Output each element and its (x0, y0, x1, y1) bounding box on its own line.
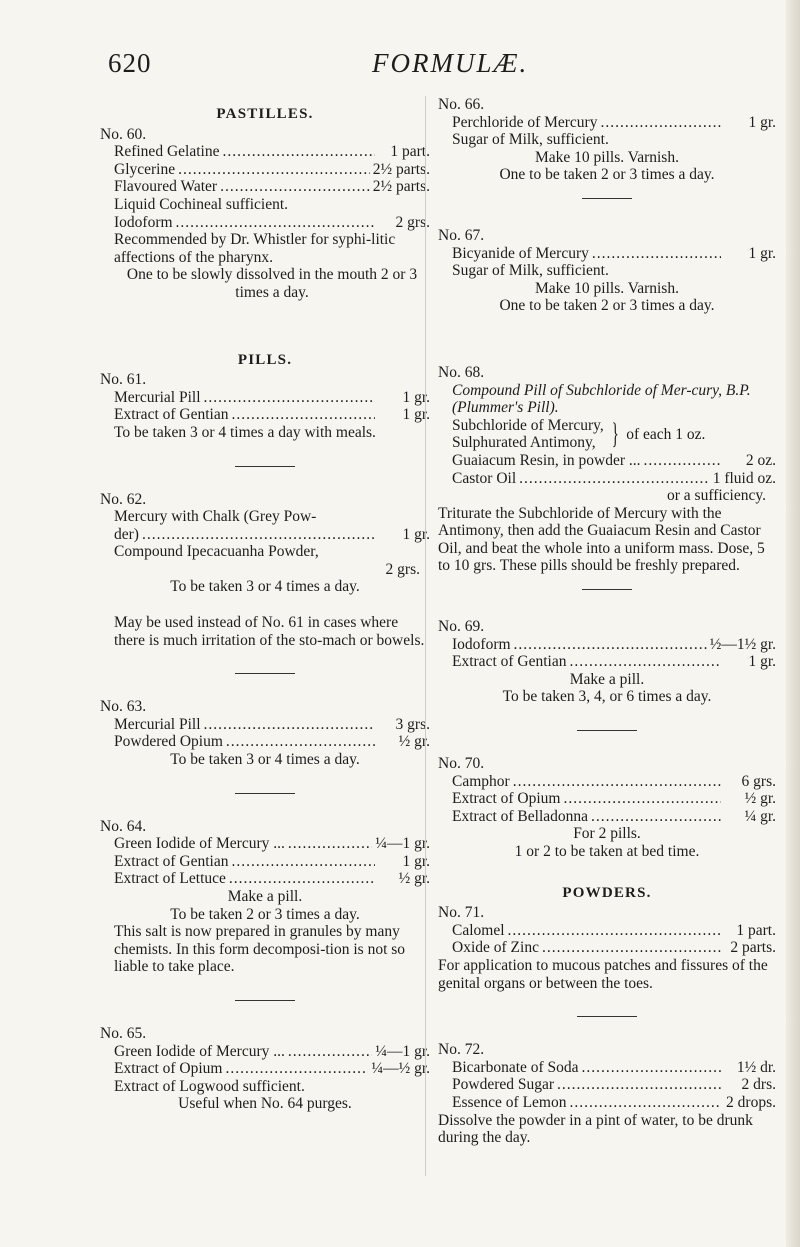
ingredient-name: Subchloride of Mercury, (452, 416, 604, 434)
running-head: FORMULÆ. (372, 48, 529, 78)
ingredient-row (438, 636, 776, 654)
ingredient-line: Sugar of Milk, sufficient. (452, 262, 609, 280)
recipe-number: No. 71. (438, 904, 485, 922)
ingredient-qty: ½—1½ gr. (709, 635, 776, 653)
ingredient-qty: 2 drs. (741, 1076, 776, 1094)
ingredient-qty: 2½ parts. (372, 160, 430, 178)
recipe-number: No. 61. (100, 371, 147, 389)
ingredient-name: Camphor (452, 772, 510, 790)
ingredient-qty: ¼ gr. (744, 807, 776, 825)
ingredient-name: Green Iodide of Mercury ... (114, 835, 285, 853)
ingredient-name: Extract of Gentian (114, 406, 229, 424)
ingredient-qty: ½ gr. (398, 733, 430, 751)
ingredient-qty: 2½ parts. (372, 178, 430, 196)
ingredient-qty: 2 oz. (745, 451, 776, 469)
ingredient-qty: 1 gr. (402, 852, 430, 870)
recipe-67 (438, 227, 776, 315)
ingredient-row (100, 1060, 430, 1078)
ingredient-qty: 1 part. (390, 143, 430, 161)
ingredient-row (100, 853, 430, 871)
divider (582, 198, 632, 199)
ingredient-qty: 2 grs. (395, 213, 430, 231)
recipe-instruction: For 2 pills. (573, 825, 641, 843)
recipe-note: Triturate the Subchloride of Mercury with the Antimony, then add the Guaiacum Resin and Castor Oil, and beat the whole into a uniform mass. Dose, 5 to 10 grs. These pills should be freshly prepared. (438, 504, 765, 575)
ingredient-row (100, 389, 430, 407)
ingredient-row (438, 922, 776, 940)
ingredient-qty: 1 fluid oz. (712, 469, 776, 487)
recipe-note: For application to mucous patches and fissures of the genital organs or between the toes. (438, 956, 768, 992)
ingredient-row (100, 161, 430, 179)
ingredient-name: Refined Gelatine (114, 143, 220, 161)
ingredient-qty: 2 parts. (730, 939, 776, 957)
ingredient-row (438, 245, 776, 263)
ingredient-name: Extract of Belladonna (452, 807, 589, 825)
recipe-title: Compound Pill of Subchloride of Mer-cury, B.P. (Plummer's Pill). (452, 381, 751, 417)
ingredient-name: Extract of Gentian (452, 653, 567, 671)
ingredient-qty: 1 gr. (748, 113, 776, 131)
ingredient-qty: ¼—1 gr. (375, 835, 430, 853)
ingredient-row (100, 214, 430, 232)
ingredient-name: Bicarbonate of Soda (452, 1058, 579, 1076)
recipe-note: May be used instead of No. 61 in cases where there is much irritation of the sto-mach or bowels. (114, 614, 425, 649)
ingredient-name: Oxide of Zinc (452, 939, 539, 957)
divider (235, 1000, 295, 1001)
recipe-note: One to be taken 2 or 3 times a day. (499, 297, 715, 315)
ingredient-qty: of each 1 oz. (626, 425, 706, 443)
ingredient-qty: ½ gr. (744, 790, 776, 808)
ingredient-name: Guaiacum Resin, in powder ... (452, 451, 641, 469)
ingredient-qty: 1½ dr. (736, 1058, 776, 1076)
recipe-instruction: Make a pill. (569, 670, 645, 688)
ingredient-line: Liquid Cochineal sufficient. (114, 195, 289, 213)
recipe-71 (438, 904, 776, 992)
ingredient-row (100, 178, 430, 196)
recipe-note: One to be slowly dissolved in the mouth 2 or 3 times a day. (126, 266, 418, 301)
recipe-number: No. 62. (100, 490, 147, 508)
recipe-note: Useful when No. 64 purges. (178, 1095, 352, 1113)
section-title-powders: POWDERS. (562, 884, 652, 901)
recipe-66 (438, 96, 776, 184)
page-header (0, 48, 800, 84)
ingredient-name: Perchloride of Mercury (452, 113, 598, 131)
ingredient-row (438, 1059, 776, 1077)
ingredient-name: der) (114, 525, 139, 543)
ingredient-row (438, 773, 776, 791)
ingredient-name: Castor Oil (452, 469, 517, 487)
ingredient-row (100, 835, 430, 853)
ingredient-row (100, 870, 430, 888)
ingredient-row (100, 716, 430, 734)
ingredient-qty: 1 gr. (748, 653, 776, 671)
recipe-72 (438, 1041, 776, 1147)
divider (577, 1016, 637, 1017)
ingredient-name: Powdered Opium (114, 733, 223, 751)
divider (235, 466, 295, 467)
ingredient-name: Glycerine (114, 160, 176, 178)
ingredient-name: Mercurial Pill (114, 388, 201, 406)
ingredient-name: Iodoform (114, 213, 173, 231)
ingredient-row (438, 1094, 776, 1112)
recipe-instruction: Make a pill. (227, 888, 303, 905)
ingredient-row (100, 1043, 430, 1061)
ingredient-row (438, 790, 776, 808)
ingredient-row (438, 1076, 776, 1094)
recipe-note: Dissolve the powder in a pint of water, to be drunk during the day. (438, 1111, 753, 1147)
ingredient-name: Extract of Opium (114, 1060, 223, 1078)
recipe-number: No. 66. (438, 96, 485, 113)
page-edge-shadow (786, 0, 800, 1247)
recipe-number: No. 72. (438, 1041, 485, 1059)
recipe-number: No. 67. (438, 226, 485, 244)
right-column (425, 96, 776, 1176)
recipe-note: To be taken 3 or 4 times a day. (170, 578, 360, 596)
recipe-68 (438, 364, 776, 575)
ingredient-row (438, 808, 776, 826)
ingredient-name: Mercurial Pill (114, 715, 201, 733)
recipe-number: No. 60. (100, 125, 147, 143)
divider (577, 339, 637, 340)
ingredient-row (438, 114, 776, 132)
recipe-62 (100, 491, 430, 650)
recipe-60 (100, 126, 430, 302)
ingredient-name: Iodoform (452, 635, 511, 653)
recipe-note: To be taken 3 or 4 times a day. (170, 751, 360, 769)
ingredient-line: Mercury with Chalk (Grey Pow- (114, 508, 317, 526)
ingredient-qty: 1 gr. (402, 406, 430, 424)
recipe-number: No. 63. (100, 698, 147, 716)
recipe-70 (438, 755, 776, 861)
ingredient-name: Green Iodide of Mercury ... (114, 1042, 285, 1060)
ingredient-qty: 2 grs. (385, 560, 420, 578)
section-title-pills: PILLS. (237, 351, 293, 368)
ingredient-qty: 6 grs. (741, 772, 776, 790)
recipe-note: To be taken 3, 4, or 6 times a day. (502, 688, 712, 706)
recipe-note: To be taken 3 or 4 times a day with meals. (114, 423, 376, 441)
ingredient-line: Compound Ipecacuanha Powder, (114, 543, 319, 561)
recipe-number: No. 70. (438, 755, 485, 773)
ingredient-name: Extract of Gentian (114, 852, 229, 870)
ingredient-qty: 1 gr. (402, 525, 430, 543)
brace-glyph: } (611, 417, 619, 451)
recipe-note: To be taken 2 or 3 times a day. (170, 905, 360, 923)
ingredient-row (438, 653, 776, 671)
ingredient-row (438, 470, 776, 488)
ingredient-qty: 1 gr. (402, 388, 430, 406)
ingredient-name: Bicyanide of Mercury (452, 244, 589, 262)
recipe-number: No. 65. (100, 1024, 147, 1042)
recipe-number: No. 68. (438, 363, 485, 381)
recipe-63 (100, 698, 430, 768)
recipe-instruction: Make 10 pills. Varnish. (535, 148, 679, 166)
recipe-note: 1 or 2 to be taken at bed time. (514, 843, 700, 860)
divider (235, 673, 295, 674)
recipe-61 (100, 371, 430, 441)
ingredient-name: Powdered Sugar (452, 1076, 555, 1094)
recipe-number: No. 69. (438, 618, 485, 636)
brace-group (438, 417, 776, 452)
recipe-65 (100, 1025, 430, 1113)
section-title-pastilles: PASTILLES. (216, 106, 314, 122)
ingredient-name: Flavoured Water (114, 178, 218, 196)
ingredient-row (100, 143, 430, 161)
recipe-number: No. 64. (100, 817, 147, 835)
ingredient-qty: 1 part. (736, 921, 776, 939)
recipe-note: One to be taken 2 or 3 times a day. (499, 166, 715, 184)
ingredient-line: Extract of Logwood sufficient. (114, 1077, 305, 1095)
divider (577, 730, 637, 731)
ingredient-qty: ¼—½ gr. (371, 1060, 430, 1078)
recipe-instruction: Make 10 pills. Varnish. (535, 279, 679, 297)
recipe-69 (438, 618, 776, 706)
ingredient-row (100, 526, 430, 544)
ingredient-name: Sulphurated Antimony, (452, 434, 596, 452)
left-column (100, 100, 430, 1113)
ingredient-row (100, 733, 430, 751)
ingredient-qty: 2 drops. (726, 1093, 776, 1111)
recipe-64 (100, 818, 430, 976)
recipe-note: This salt is now prepared in granules by many chemists. In this form decomposi-tion is not so liable to take place. (114, 923, 406, 976)
ingredient-qty: ¼—1 gr. (375, 1042, 430, 1060)
ingredient-name: Extract of Lettuce (114, 870, 226, 888)
ingredient-qty: 3 grs. (395, 715, 430, 733)
recipe-note: Recommended by Dr. Whistler for syphi-litic affections of the pharynx. (114, 231, 396, 266)
divider (235, 793, 295, 794)
ingredient-name: Essence of Lemon (452, 1093, 567, 1111)
ingredient-qty: ½ gr. (398, 870, 430, 888)
ingredient-note: or a sufficiency. (667, 487, 766, 505)
ingredient-name: Calomel (452, 921, 505, 939)
ingredient-row (438, 452, 776, 470)
ingredient-qty: 1 gr. (748, 244, 776, 262)
page-number: 620 (108, 48, 152, 78)
ingredient-line: Sugar of Milk, sufficient. (452, 131, 609, 149)
ingredient-row (438, 939, 776, 957)
ingredient-name: Extract of Opium (452, 790, 561, 808)
ingredient-row (100, 406, 430, 424)
divider (582, 589, 632, 590)
